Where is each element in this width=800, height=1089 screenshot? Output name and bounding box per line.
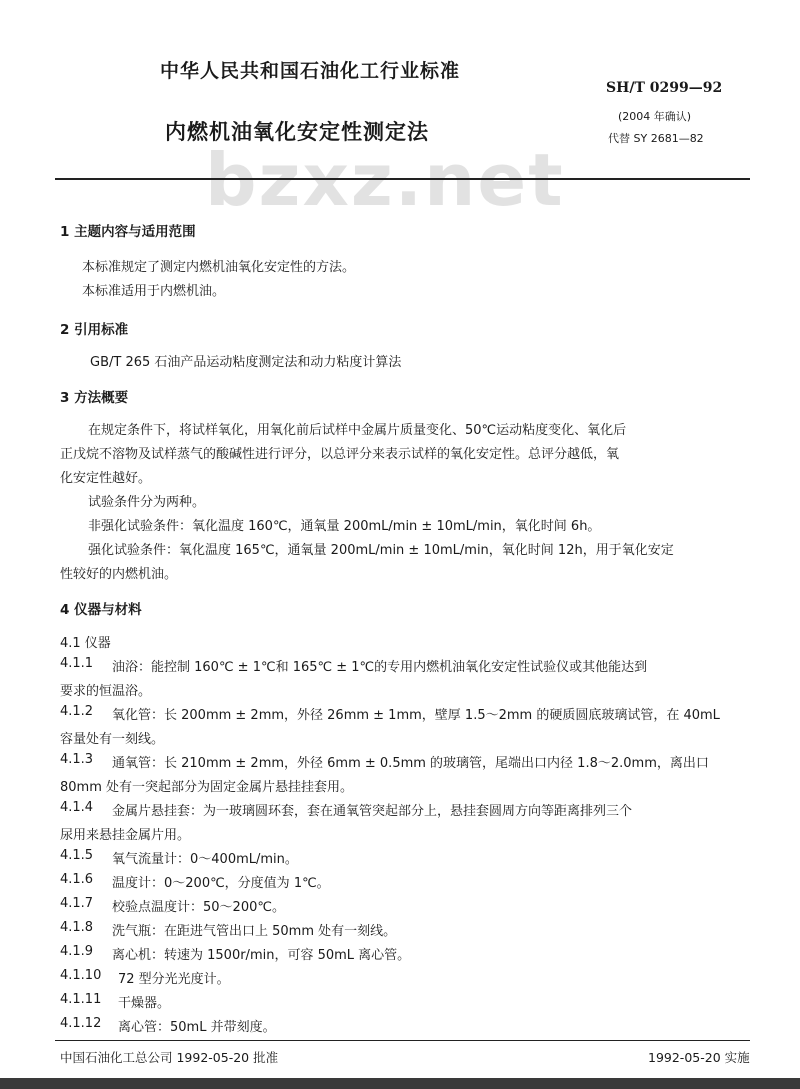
clause-number: 4.1.12 [60,1016,102,1031]
clause-text: 氧化管：长 200mm ± 2mm，外径 26mm ± 1mm，壁厚 1.5～2mm 的硬质圆底玻璃试管，在 40mL [112,708,720,723]
clause-number: 4.1.11 [60,992,102,1007]
clause-text: 干燥器。 [118,996,171,1011]
scan-edge [0,1078,800,1089]
section-3-paragraph: 试验条件分为两种。 [88,495,206,510]
clause-text: 金属片悬挂套：为一玻璃圆环套，套在通氧管突起部分上，悬挂套圆周方向等距离排列三个 [112,804,633,819]
standard-code: SH/T 0299—92 [606,80,723,96]
clause-number: 4.1.10 [60,968,102,983]
section-3-paragraph-line: 化安定性越好。 [60,471,152,486]
clause-4-1-heading: 4.1 仪器 [60,636,111,651]
clause-number: 4.1.5 [60,848,94,863]
clause-number: 4.1.3 [60,752,94,767]
clause-number: 4.1.7 [60,896,94,911]
clause-number: 4.1.2 [60,704,94,719]
section-4-heading: 4 仪器与材料 [60,602,142,618]
section-1-heading: 1 主题内容与适用范围 [60,224,196,240]
section-2-reference: GB/T 265 石油产品运动粘度测定法和动力粘度计算法 [90,355,402,370]
section-3-paragraph-line: 强化试验条件：氧化温度 165℃，通氧量 200mL/min ± 10mL/min，氧化时间 12h，用于氧化安定 [88,543,674,558]
section-3-paragraph-line: 正戊烷不溶物及试样蒸气的酸碱性进行评分，以总评分来表示试样的氧化安定性。总评分越低，氧 [60,447,620,462]
watermark: bzxz.net [205,138,565,222]
clause-text: 校验点温度计：50～200℃。 [112,900,285,915]
implementation-date: 1992-05-20 实施 [648,1050,750,1065]
section-3-heading: 3 方法概要 [60,390,129,406]
clause-text: 油浴：能控制 160℃ ± 1℃和 165℃ ± 1℃的专用内燃机油氧化安定性试验仪或其他能达到 [112,660,648,675]
footer-divider [55,1040,750,1041]
section-1-paragraph: 本标准适用于内燃机油。 [82,284,226,299]
section-3-paragraph-line: 性较好的内燃机油。 [60,567,178,582]
clause-text: 离心管：50mL 并带刻度。 [118,1020,276,1035]
document-title: 内燃机油氧化安定性测定法 [165,120,429,144]
clause-text: 72 型分光光度计。 [118,972,230,987]
clause-number: 4.1.8 [60,920,94,935]
clause-number: 4.1.1 [60,656,94,671]
header-divider [55,178,750,180]
clause-number: 4.1.9 [60,944,94,959]
clause-number: 4.1.6 [60,872,94,887]
clause-text: 离心机：转速为 1500r/min，可容 50mL 离心管。 [112,948,411,963]
approval-note: 中国石油化工总公司 1992-05-20 批准 [60,1050,279,1065]
replaces-note: 代替 SY 2681—82 [608,132,704,145]
standard-organization: 中华人民共和国石油化工行业标准 [160,60,461,82]
section-1-paragraph: 本标准规定了测定内燃机油氧化安定性的方法。 [82,260,356,275]
clause-text: 氧气流量计：0～400mL/min。 [112,852,298,867]
confirmation-note: (2004 年确认) [618,110,692,123]
clause-number: 4.1.4 [60,800,94,815]
clause-text: 尿用来悬挂金属片用。 [60,828,191,843]
clause-text: 通氧管：长 210mm ± 2mm，外径 6mm ± 0.5mm 的玻璃管，尾端出口内径 1.8～2.0mm，离出口 [112,756,709,771]
section-3-paragraph: 非强化试验条件：氧化温度 160℃，通氧量 200mL/min ± 10mL/min，氧化时间 6h。 [88,519,601,534]
clause-text: 温度计：0～200℃，分度值为 1℃。 [112,876,330,891]
clause-text: 80mm 处有一突起部分为固定金属片悬挂挂套用。 [60,780,354,795]
clause-text: 洗气瓶：在距进气管出口上 50mm 处有一刻线。 [112,924,397,939]
clause-text: 容量处有一刻线。 [60,732,165,747]
section-3-paragraph-line: 在规定条件下，将试样氧化，用氧化前后试样中金属片质量变化、50℃运动粘度变化、氧化后 [88,423,627,438]
section-2-heading: 2 引用标准 [60,322,129,338]
clause-text: 要求的恒温浴。 [60,684,152,699]
